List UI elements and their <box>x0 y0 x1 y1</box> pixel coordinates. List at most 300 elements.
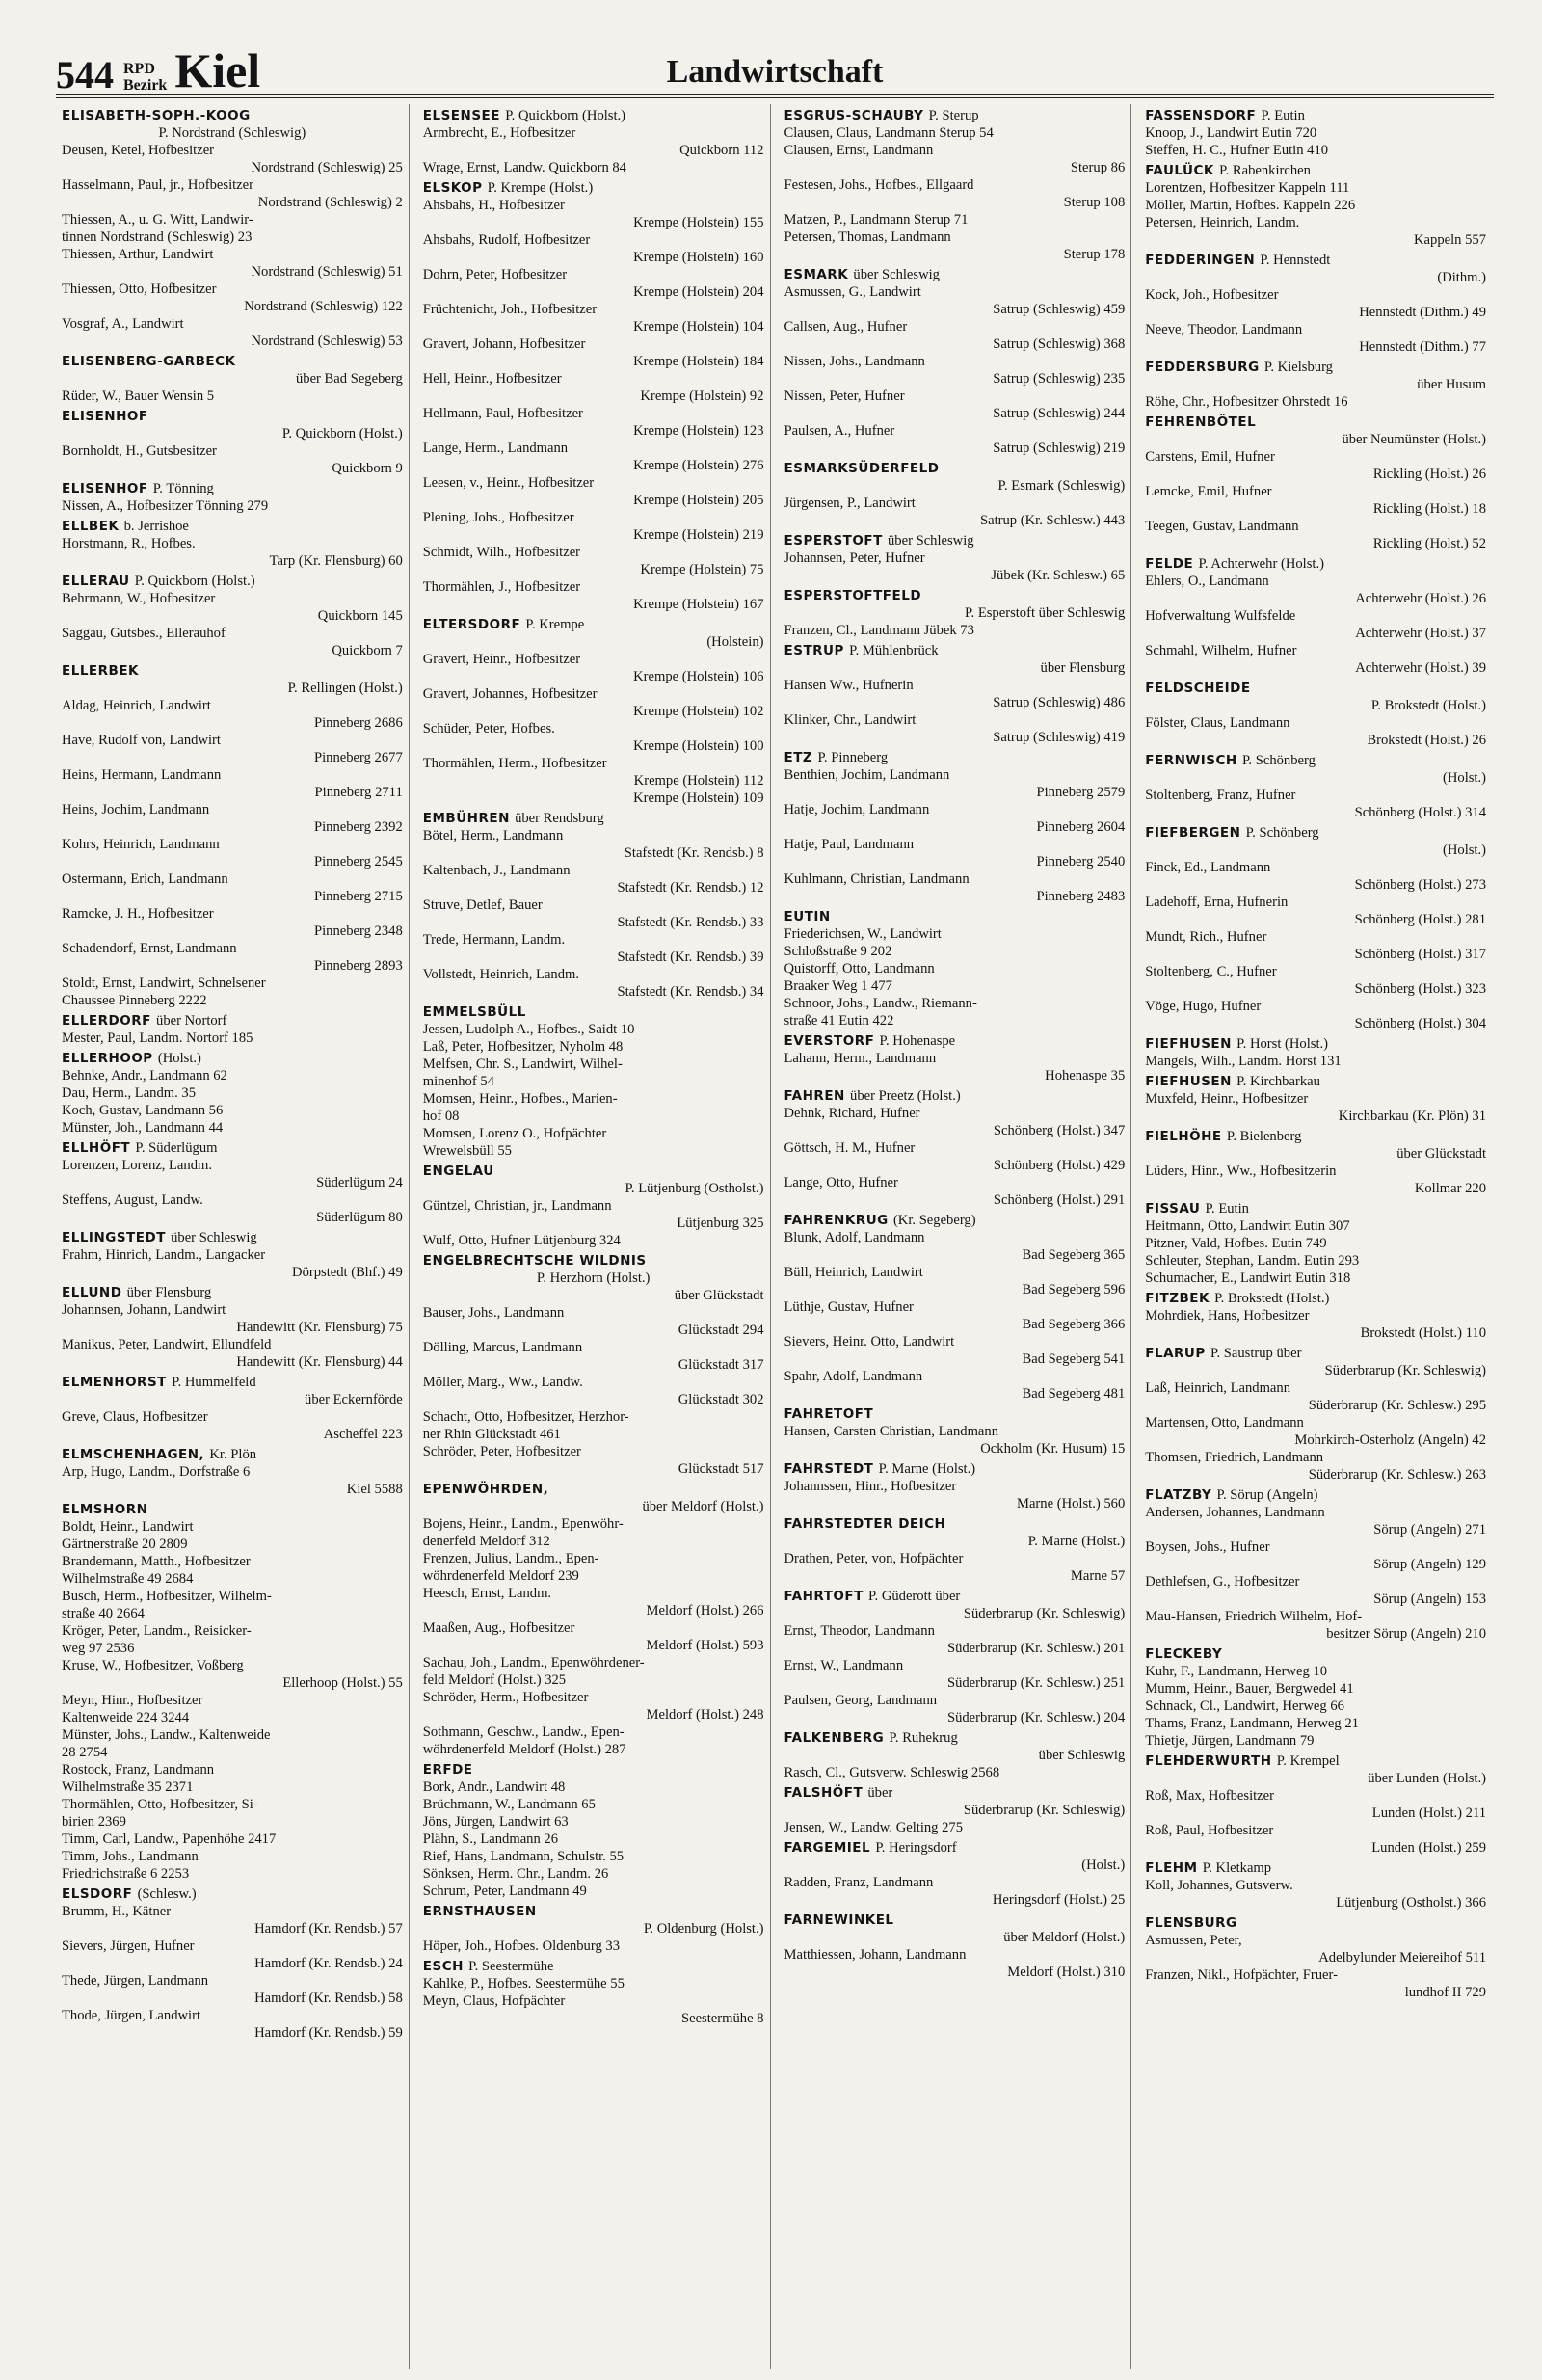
place-name: ELSKOP <box>422 180 483 196</box>
entry-line: Krempe (Holstein) 219 <box>633 527 764 543</box>
entry-line: Franzen, Cl., Landmann Jübek 73 <box>784 623 974 638</box>
entry-line: Nordstrand (Schleswig) 25 <box>251 160 403 175</box>
place-heading <box>1145 555 1486 573</box>
place-postal-note: P. Hummelfeld <box>172 1375 256 1390</box>
entry-line: Thode, Jürgen, Landwirt <box>62 2008 201 2023</box>
place-postal-note: P. Süderlügum <box>135 1140 218 1156</box>
entry-line: Bauser, Johs., Landmann <box>422 1305 565 1321</box>
place-postal-note: über Schleswig <box>171 1230 257 1245</box>
entry-line: Kuhr, F., Landmann, Herweg 10 <box>1145 1664 1327 1679</box>
entry-line: Lange, Herm., Landmann <box>422 441 569 456</box>
place-name: FEDDERINGEN <box>1145 253 1256 268</box>
entry-line: P. Brokstedt (Holst.) <box>1370 698 1486 713</box>
entry-line: Carstens, Emil, Hufner <box>1145 449 1275 465</box>
place-heading <box>1145 1073 1486 1090</box>
place-postal-note: über Rendsburg <box>515 811 604 826</box>
entry-line: Röhe, Chr., Hofbesitzer Ohrstedt 16 <box>1145 394 1348 410</box>
entry-line: Momsen, Heinr., Hofbes., Marien- <box>422 1091 618 1107</box>
entry-line: Nordstrand (Schleswig) 51 <box>251 264 403 280</box>
entry-line: Trede, Hermann, Landm. <box>422 932 566 948</box>
entry-line: Schröder, Herm., Hofbesitzer <box>422 1690 589 1705</box>
entry-line: Süderbrarup (Kr. Schleswig) <box>963 1803 1126 1818</box>
entry-line: Paulsen, Georg, Landmann <box>784 1693 938 1708</box>
entry-line: Asmussen, Peter, <box>1145 1933 1242 1948</box>
place-postal-note: über Schleswig <box>853 267 940 282</box>
entry-line: Pinneberg 2545 <box>314 854 403 869</box>
place-name: ERFDE <box>422 1762 473 1778</box>
entry-line: Schleuter, Stephan, Landm. Eutin 293 <box>1145 1253 1360 1269</box>
entry-line: Finck, Ed., Landmann <box>1145 860 1271 875</box>
place-name: ELISABETH-SOPH.-KOOG <box>62 108 251 123</box>
entry-line: Greve, Claus, Hofbesitzer <box>62 1409 208 1425</box>
place-heading <box>1145 1859 1486 1877</box>
entry-line: Krempe (Holstein) 204 <box>633 284 764 300</box>
place-heading <box>62 1050 403 1067</box>
entry-line: Sievers, Jürgen, Hufner <box>62 1939 195 1954</box>
entry-line: Dethlefsen, G., Hofbesitzer <box>1145 1574 1300 1590</box>
entry-line: Nordstrand (Schleswig) 53 <box>251 334 403 349</box>
columns-container <box>56 104 1492 2369</box>
place-postal-note: P. Quickborn (Holst.) <box>134 574 255 589</box>
place-name: ESMARK <box>784 267 849 282</box>
entry-line: Stafstedt (Kr. Rendsb.) 39 <box>617 949 764 965</box>
place-heading <box>784 1405 1126 1423</box>
entry-line: Schumacher, E., Landwirt Eutin 318 <box>1145 1270 1351 1286</box>
place-name: EMBÜHREN <box>422 811 510 826</box>
entry-line: über Neumünster (Holst.) <box>1342 432 1486 447</box>
entry-line: Andersen, Johannes, Landmann <box>1145 1505 1325 1520</box>
place-name: ELLBEK <box>62 519 120 534</box>
place-heading <box>784 1212 1126 1229</box>
entry-line: Steffen, H. C., Hufner Eutin 410 <box>1145 143 1329 158</box>
entry-line: Kaltenbach, J., Landmann <box>422 863 571 878</box>
entry-line: Johannsen, Peter, Hufner <box>784 550 925 566</box>
entry-line: Kröger, Peter, Landm., Reisicker- <box>62 1623 252 1639</box>
place-heading <box>62 1446 403 1463</box>
entry-line: Süderbrarup (Kr. Schlesw.) 263 <box>1308 1467 1486 1483</box>
entry-line: Pinneberg 2893 <box>314 958 403 974</box>
entry-line: Johannsen, Johann, Landwirt <box>62 1302 226 1318</box>
entry-line: Krempe (Holstein) 104 <box>633 319 764 334</box>
place-name: FLEHDERWURTH <box>1145 1753 1272 1769</box>
entry-line: Sterup 178 <box>1063 247 1126 262</box>
entry-line: Göttsch, H. M., Hufner <box>784 1140 916 1156</box>
place-name: FISSAU <box>1145 1201 1201 1217</box>
entry-line: Heitmann, Otto, Landwirt Eutin 307 <box>1145 1218 1350 1234</box>
place-postal-note: P. Mühlenbrück <box>849 643 939 658</box>
place-heading <box>62 573 403 590</box>
entry-line: Gravert, Johann, Hofbesitzer <box>422 336 586 352</box>
entry-line: Maaßen, Aug., Hofbesitzer <box>422 1620 575 1636</box>
place-postal-note: P. Saustrup über <box>1210 1346 1302 1361</box>
place-heading <box>784 107 1126 124</box>
place-heading <box>1145 680 1486 697</box>
entry-line: Blunk, Adolf, Landmann <box>784 1230 925 1245</box>
entry-line: Lange, Otto, Hufner <box>784 1175 898 1190</box>
entry-line: Koll, Johannes, Gutsverw. <box>1145 1878 1293 1893</box>
entry-line: Schacht, Otto, Hofbesitzer, Herzhor- <box>422 1409 629 1425</box>
entry-line: Glückstadt 317 <box>678 1357 764 1373</box>
entry-line: Süderbrarup (Kr. Schleswig) <box>1324 1363 1486 1378</box>
entry-line: Adelbylunder Meiereihof 511 <box>1318 1950 1486 1966</box>
entry-line: Pinneberg 2677 <box>314 750 403 765</box>
entry-line: Steffens, August, Landw. <box>62 1192 203 1208</box>
entry-line: Satrup (Schleswig) 368 <box>993 336 1126 352</box>
entry-line: Pitzner, Vald, Hofbes. Eutin 749 <box>1145 1236 1327 1251</box>
entry-line: Martensen, Otto, Landmann <box>1145 1415 1304 1431</box>
entry-line: Bork, Andr., Landwirt 48 <box>422 1779 566 1795</box>
place-name: EMMELSBÜLL <box>422 1004 526 1020</box>
place-heading <box>1145 414 1486 431</box>
entry-line: Rickling (Holst.) 52 <box>1372 536 1486 551</box>
entry-line: Krempe (Holstein) 92 <box>640 388 764 404</box>
place-heading <box>1145 252 1486 269</box>
entry-line: Meldorf (Holst.) 593 <box>646 1638 764 1653</box>
place-name: FAULÜCK <box>1145 163 1214 178</box>
entry-line: Möller, Marg., Ww., Landw. <box>422 1375 583 1390</box>
entry-line: Rüder, W., Bauer Wensin 5 <box>62 388 215 404</box>
place-heading <box>62 1284 403 1301</box>
entry-line: Schönberg (Holst.) 323 <box>1354 981 1486 997</box>
place-postal-note: P. Hennstedt <box>1260 253 1331 268</box>
entry-line: Deusen, Ketel, Hofbesitzer <box>62 143 215 158</box>
place-postal-note: (Kr. Segeberg) <box>892 1213 976 1228</box>
entry-line: Plening, Johs., Hofbesitzer <box>422 510 574 525</box>
entry-line: Pinneberg 2715 <box>314 889 403 904</box>
entry-line: Gravert, Heinr., Hofbesitzer <box>422 652 581 667</box>
entry-line: Quistorff, Otto, Landmann <box>784 961 935 976</box>
entry-line: Schröder, Peter, Hofbesitzer <box>422 1444 581 1459</box>
entry-line: weg 97 2536 <box>62 1641 135 1656</box>
entry-line: Nordstrand (Schleswig) 122 <box>244 299 403 314</box>
entry-line: Klinker, Chr., Landwirt <box>784 712 917 728</box>
entry-line: Sterup 86 <box>1070 160 1126 175</box>
entry-line: Dau, Herm., Landm. 35 <box>62 1085 197 1101</box>
entry-line: Lüders, Hinr., Ww., Hofbesitzerin <box>1145 1163 1337 1179</box>
place-name: ERNSTHAUSEN <box>422 1904 537 1919</box>
place-postal-note: P. Güderott über <box>868 1589 961 1604</box>
place-heading <box>1145 359 1486 376</box>
place-name: FELDSCHEIDE <box>1145 681 1251 696</box>
entry-line: denerfeld Meldorf 312 <box>422 1534 550 1549</box>
entry-line: Spahr, Adolf, Landmann <box>784 1369 923 1384</box>
entry-line: über Flensburg <box>1040 660 1126 676</box>
place-name: ELLERBEK <box>62 663 140 679</box>
entry-line: Glückstadt 517 <box>678 1461 764 1477</box>
place-postal-note: über Nortorf <box>156 1013 227 1029</box>
place-heading <box>784 908 1126 925</box>
place-name: ESPERSTOFTFELD <box>784 588 922 603</box>
entry-line: Callsen, Aug., Hufner <box>784 319 908 334</box>
entry-line: Satrup (Schleswig) 219 <box>993 441 1126 456</box>
entry-line: Thiessen, A., u. G. Witt, Landwir- <box>62 212 253 227</box>
place-name: FLARUP <box>1145 1346 1206 1361</box>
entry-line: Radden, Franz, Landmann <box>784 1875 934 1890</box>
place-heading <box>423 1958 764 1975</box>
place-heading <box>423 1481 764 1498</box>
entry-line: Hamdorf (Kr. Rendsb.) 24 <box>254 1956 403 1971</box>
entry-line: Handewitt (Kr. Flensburg) 44 <box>236 1354 403 1370</box>
entry-line: Mohrdiek, Hans, Hofbesitzer <box>1145 1308 1310 1324</box>
place-name: EUTIN <box>784 909 831 924</box>
entry-line: Sievers, Heinr. Otto, Landwirt <box>784 1334 955 1350</box>
entry-line: Mohrkirch-Osterholz (Angeln) 42 <box>1294 1432 1486 1448</box>
place-heading <box>62 353 403 370</box>
entry-line: Hell, Heinr., Hofbesitzer <box>422 371 562 387</box>
entry-line: Schönberg (Holst.) 273 <box>1354 877 1486 893</box>
page-number: 544 <box>56 53 114 96</box>
entry-line: Muxfeld, Heinr., Hofbesitzer <box>1145 1091 1309 1107</box>
place-postal-note: P. Pinneberg <box>817 750 889 765</box>
entry-line: Ahsbahs, H., Hofbesitzer <box>422 198 565 213</box>
entry-line: Clausen, Claus, Landmann Sterup 54 <box>784 125 994 141</box>
place-name: ELLERAU <box>62 574 130 589</box>
entry-line: Teegen, Gustav, Landmann <box>1145 519 1299 534</box>
place-name: FAHRTOFT <box>784 1589 864 1604</box>
entry-line: Brüchmann, W., Landmann 65 <box>422 1797 596 1812</box>
place-name: ETZ <box>784 750 813 765</box>
place-heading <box>62 1501 403 1518</box>
entry-line: Quickborn 112 <box>679 143 764 158</box>
place-postal-note: P. Krempel <box>1276 1753 1340 1769</box>
place-name: EPENWÖHRDEN, <box>422 1482 549 1497</box>
place-postal-note: P. Seestermühe <box>468 1959 554 1974</box>
place-postal-note: P. Schönberg <box>1241 753 1316 768</box>
entry-line: Ramcke, J. H., Hofbesitzer <box>62 906 214 922</box>
entry-line: Schmidt, Wilh., Hofbesitzer <box>422 545 581 560</box>
entry-line: Heins, Hermann, Landmann <box>62 767 222 783</box>
place-heading <box>784 587 1126 604</box>
entry-line: Thams, Franz, Landmann, Herweg 21 <box>1145 1716 1359 1731</box>
entry-line: über Glückstadt <box>674 1288 764 1303</box>
place-name: FALSHÖFT <box>784 1785 864 1801</box>
entry-line: (Holstein) <box>706 634 764 650</box>
entry-line: Wrage, Ernst, Landw. Quickborn 84 <box>422 160 626 175</box>
entry-line: Schmahl, Wilhelm, Hufner <box>1145 643 1297 658</box>
entry-line: Nissen, Johs., Landmann <box>784 354 925 369</box>
entry-line: Bornholdt, H., Gutsbesitzer <box>62 443 217 459</box>
entry-line: Gärtnerstraße 20 2809 <box>62 1537 188 1552</box>
place-postal-note: P. Bielenberg <box>1226 1129 1302 1144</box>
column-3 <box>779 104 1132 2369</box>
place-heading <box>784 749 1126 766</box>
entry-line: P. Marne (Holst.) <box>1027 1534 1126 1549</box>
entry-line: Roß, Max, Hofbesitzer <box>1145 1788 1274 1804</box>
entry-line: Schönberg (Holst.) 317 <box>1354 947 1486 962</box>
entry-line: Meyn, Claus, Hofpächter <box>422 1993 566 2009</box>
entry-line: Laß, Heinrich, Landmann <box>1145 1380 1290 1396</box>
entry-line: Clausen, Ernst, Landmann <box>784 143 934 158</box>
entry-line: Hennstedt (Dithm.) 77 <box>1359 339 1486 355</box>
place-name: ELSDORF <box>62 1886 133 1902</box>
entry-line: Sörup (Angeln) 129 <box>1373 1557 1486 1572</box>
entry-line: Süderbrarup (Kr. Schlesw.) 295 <box>1308 1398 1486 1413</box>
entry-line: Schrum, Peter, Landmann 49 <box>422 1884 587 1899</box>
entry-line: Ahsbahs, Rudolf, Hofbesitzer <box>422 232 591 248</box>
entry-line: Stafstedt (Kr. Rendsb.) 34 <box>617 984 764 1000</box>
entry-line: Pinneberg 2579 <box>1036 785 1126 800</box>
entry-line: Laß, Peter, Hofbesitzer, Nyholm 48 <box>422 1039 624 1055</box>
entry-line: Mumm, Heinr., Bauer, Bergwedel 41 <box>1145 1681 1354 1697</box>
place-heading <box>784 1087 1126 1105</box>
place-postal-note: P. Rabenkirchen <box>1219 163 1311 178</box>
place-heading <box>62 1374 403 1391</box>
entry-line: lundhof II 729 <box>1404 1985 1486 2000</box>
entry-line: Stafstedt (Kr. Rendsb.) 33 <box>617 915 764 930</box>
place-name: FAHRSTEDTER DEICH <box>784 1516 946 1532</box>
entry-line: Satrup (Schleswig) 486 <box>993 695 1126 710</box>
place-name: ESMARKSÜDERFELD <box>784 461 940 476</box>
place-heading <box>784 1460 1126 1478</box>
entry-line: Sörup (Angeln) 153 <box>1373 1591 1486 1607</box>
entry-line: Behnke, Andr., Landmann 62 <box>62 1068 227 1083</box>
entry-line: Nissen, A., Hofbesitzer Tönning 279 <box>62 498 269 514</box>
entry-line: Momsen, Lorenz O., Hofpächter <box>422 1126 607 1141</box>
place-postal-note: über Preetz (Holst.) <box>850 1088 961 1104</box>
entry-line: Ascheffel 223 <box>323 1427 403 1442</box>
entry-line: Sachau, Joh., Landm., Epenwöhrdener- <box>422 1655 645 1671</box>
entry-line: Ostermann, Erich, Landmann <box>62 871 228 887</box>
entry-line: Hatje, Paul, Landmann <box>784 837 915 852</box>
place-name: FIEFHUSEN <box>1145 1036 1232 1052</box>
place-name: FLEHM <box>1145 1860 1198 1876</box>
entry-line: über Meldorf (Holst.) <box>1003 1930 1126 1945</box>
place-heading <box>1145 1752 1486 1770</box>
place-heading <box>784 460 1126 477</box>
place-postal-note: P. Horst (Holst.) <box>1236 1036 1329 1052</box>
place-postal-note: P. Sörup (Angeln) <box>1216 1487 1318 1503</box>
entry-line: (Dithm.) <box>1437 270 1486 285</box>
entry-line: Stoldt, Ernst, Landwirt, Schnelsener <box>62 976 266 991</box>
entry-line: Kock, Joh., Hofbesitzer <box>1145 287 1279 303</box>
place-heading <box>1145 1914 1486 1932</box>
place-name: FARGEMIEL <box>784 1840 871 1856</box>
entry-line: Matzen, P., Landmann Sterup 71 <box>784 212 969 227</box>
entry-line: Petersen, Thomas, Landmann <box>784 229 951 245</box>
entry-line: Hamdorf (Kr. Rendsb.) 58 <box>254 1991 403 2006</box>
entry-line: Meldorf (Holst.) 266 <box>646 1603 764 1618</box>
place-heading <box>1145 1486 1486 1504</box>
entry-line: Vollstedt, Heinrich, Landm. <box>422 967 580 982</box>
place-name: ESPERSTOFT <box>784 533 883 548</box>
entry-line: Hamdorf (Kr. Rendsb.) 59 <box>254 2025 403 2041</box>
entry-line: Süderbrarup (Kr. Schlesw.) 251 <box>946 1675 1126 1691</box>
entry-line: Pinneberg 2483 <box>1036 889 1126 904</box>
place-name: ESGRUS-SCHAUBY <box>784 108 924 123</box>
place-postal-note: P. Eutin <box>1261 108 1305 123</box>
place-name: FIEFHUSEN <box>1145 1074 1232 1089</box>
entry-line: Marne (Holst.) 560 <box>1016 1496 1126 1511</box>
entry-line: Hamdorf (Kr. Rendsb.) 57 <box>254 1921 403 1937</box>
entry-line: Hellmann, Paul, Hofbesitzer <box>422 406 583 421</box>
entry-line: Krempe (Holstein) 75 <box>640 562 764 577</box>
entry-line: Hasselmann, Paul, jr., Hofbesitzer <box>62 177 253 193</box>
entry-line: Frahm, Hinrich, Landm., Langacker <box>62 1247 266 1263</box>
entry-line: Timm, Carl, Landw., Papenhöhe 2417 <box>62 1832 277 1847</box>
entry-line: Krempe (Holstein) 155 <box>633 215 764 230</box>
entry-line: Stoltenberg, Franz, Hufner <box>1145 788 1296 803</box>
entry-line: Achterwehr (Holst.) 39 <box>1355 660 1486 676</box>
place-name: FARNEWINKEL <box>784 1912 894 1928</box>
entry-line: Plähn, S., Landmann 26 <box>422 1832 559 1847</box>
entry-line: Kruse, W., Hofbesitzer, Voßberg <box>62 1658 244 1673</box>
entry-line: Wilhelmstraße 35 2371 <box>62 1779 194 1795</box>
entry-line: Thomsen, Friedrich, Landmann <box>1145 1450 1324 1465</box>
entry-line: Bad Segeberg 596 <box>1022 1282 1126 1297</box>
place-heading <box>423 1761 764 1778</box>
entry-line: Paulsen, A., Hufner <box>784 423 895 439</box>
entry-line: ner Rhin Glückstadt 461 <box>422 1427 561 1442</box>
entry-line: Nordstrand (Schleswig) 2 <box>257 195 403 210</box>
entry-line: Seestermühe 8 <box>680 2011 764 2026</box>
place-heading <box>62 1012 403 1030</box>
entry-line: Arp, Hugo, Landm., Dorfstraße 6 <box>62 1464 251 1480</box>
entry-line: Handewitt (Kr. Flensburg) 75 <box>236 1320 403 1335</box>
entry-line: Pinneberg 2686 <box>314 715 403 731</box>
entry-line: Leesen, v., Heinr., Hofbesitzer <box>422 475 595 491</box>
place-name: FIELHÖHE <box>1145 1129 1222 1144</box>
entry-line: Früchtenicht, Joh., Hofbesitzer <box>422 302 598 317</box>
entry-line: Lunden (Holst.) 259 <box>1371 1840 1486 1856</box>
place-postal-note: P. Schönberg <box>1245 825 1319 841</box>
place-heading <box>784 1912 1126 1929</box>
place-heading <box>423 616 764 633</box>
place-heading <box>784 1032 1126 1050</box>
place-name: FAHRETOFT <box>784 1406 874 1422</box>
place-heading <box>423 1003 764 1021</box>
entry-line: Schloßstraße 9 202 <box>784 944 892 959</box>
entry-line: P. Herzhorn (Holst.) <box>536 1270 651 1286</box>
entry-line: Brokstedt (Holst.) 26 <box>1367 733 1486 748</box>
entry-line: über Lunden (Holst.) <box>1368 1771 1486 1786</box>
column-2 <box>417 104 771 2369</box>
place-postal-note: P. Kielsburg <box>1263 360 1333 375</box>
place-postal-note: über Schleswig <box>888 533 974 548</box>
entry-line: feld Meldorf (Holst.) 325 <box>422 1672 567 1688</box>
entry-line: Schönberg (Holst.) 281 <box>1354 912 1486 927</box>
place-heading <box>1145 1290 1486 1307</box>
entry-line: Süderlügum 80 <box>316 1210 403 1225</box>
place-name: FLENSBURG <box>1145 1915 1237 1931</box>
entry-line: Krempe (Holstein) 160 <box>633 250 764 265</box>
entry-line: Struve, Detlef, Bauer <box>422 897 543 913</box>
entry-line: Krempe (Holstein) 276 <box>633 458 764 473</box>
entry-line: Lütjenburg (Ostholst.) 366 <box>1336 1895 1486 1911</box>
entry-line: Thormählen, J., Hofbesitzer <box>422 579 581 595</box>
entry-line: tinnen Nordstrand (Schleswig) 23 <box>62 229 253 245</box>
place-heading <box>1145 1200 1486 1217</box>
entry-line: Hennstedt (Dithm.) 49 <box>1359 305 1486 320</box>
entry-line: Bad Segeberg 366 <box>1022 1317 1126 1332</box>
entry-line: minenhof 54 <box>422 1074 494 1089</box>
entry-line: P. Rellingen (Holst.) <box>287 681 403 696</box>
place-postal-note: P. Krempe (Holst.) <box>487 180 594 196</box>
entry-line: straße 41 Eutin 422 <box>784 1013 894 1029</box>
entry-line: Pinneberg 2348 <box>314 923 403 939</box>
place-name: FITZBEK <box>1145 1291 1210 1306</box>
entry-line: Schönberg (Holst.) 291 <box>993 1192 1126 1208</box>
entry-line: Mangels, Wilh., Landm. Horst 131 <box>1145 1054 1342 1069</box>
entry-line: Quickborn 9 <box>332 461 403 476</box>
entry-line: (Holst.) <box>1443 770 1486 786</box>
entry-line: Lahann, Herm., Landmann <box>784 1051 937 1066</box>
place-heading <box>423 1252 764 1270</box>
entry-line: Schönberg (Holst.) 304 <box>1354 1016 1486 1031</box>
entry-line: Rasch, Cl., Gutsverw. Schleswig 2568 <box>784 1765 1000 1780</box>
entry-line: Thormählen, Otto, Hofbesitzer, Si- <box>62 1797 258 1812</box>
entry-line: Kaltenweide 224 3244 <box>62 1710 190 1725</box>
entry-line: Friedrichstraße 6 2253 <box>62 1866 190 1882</box>
